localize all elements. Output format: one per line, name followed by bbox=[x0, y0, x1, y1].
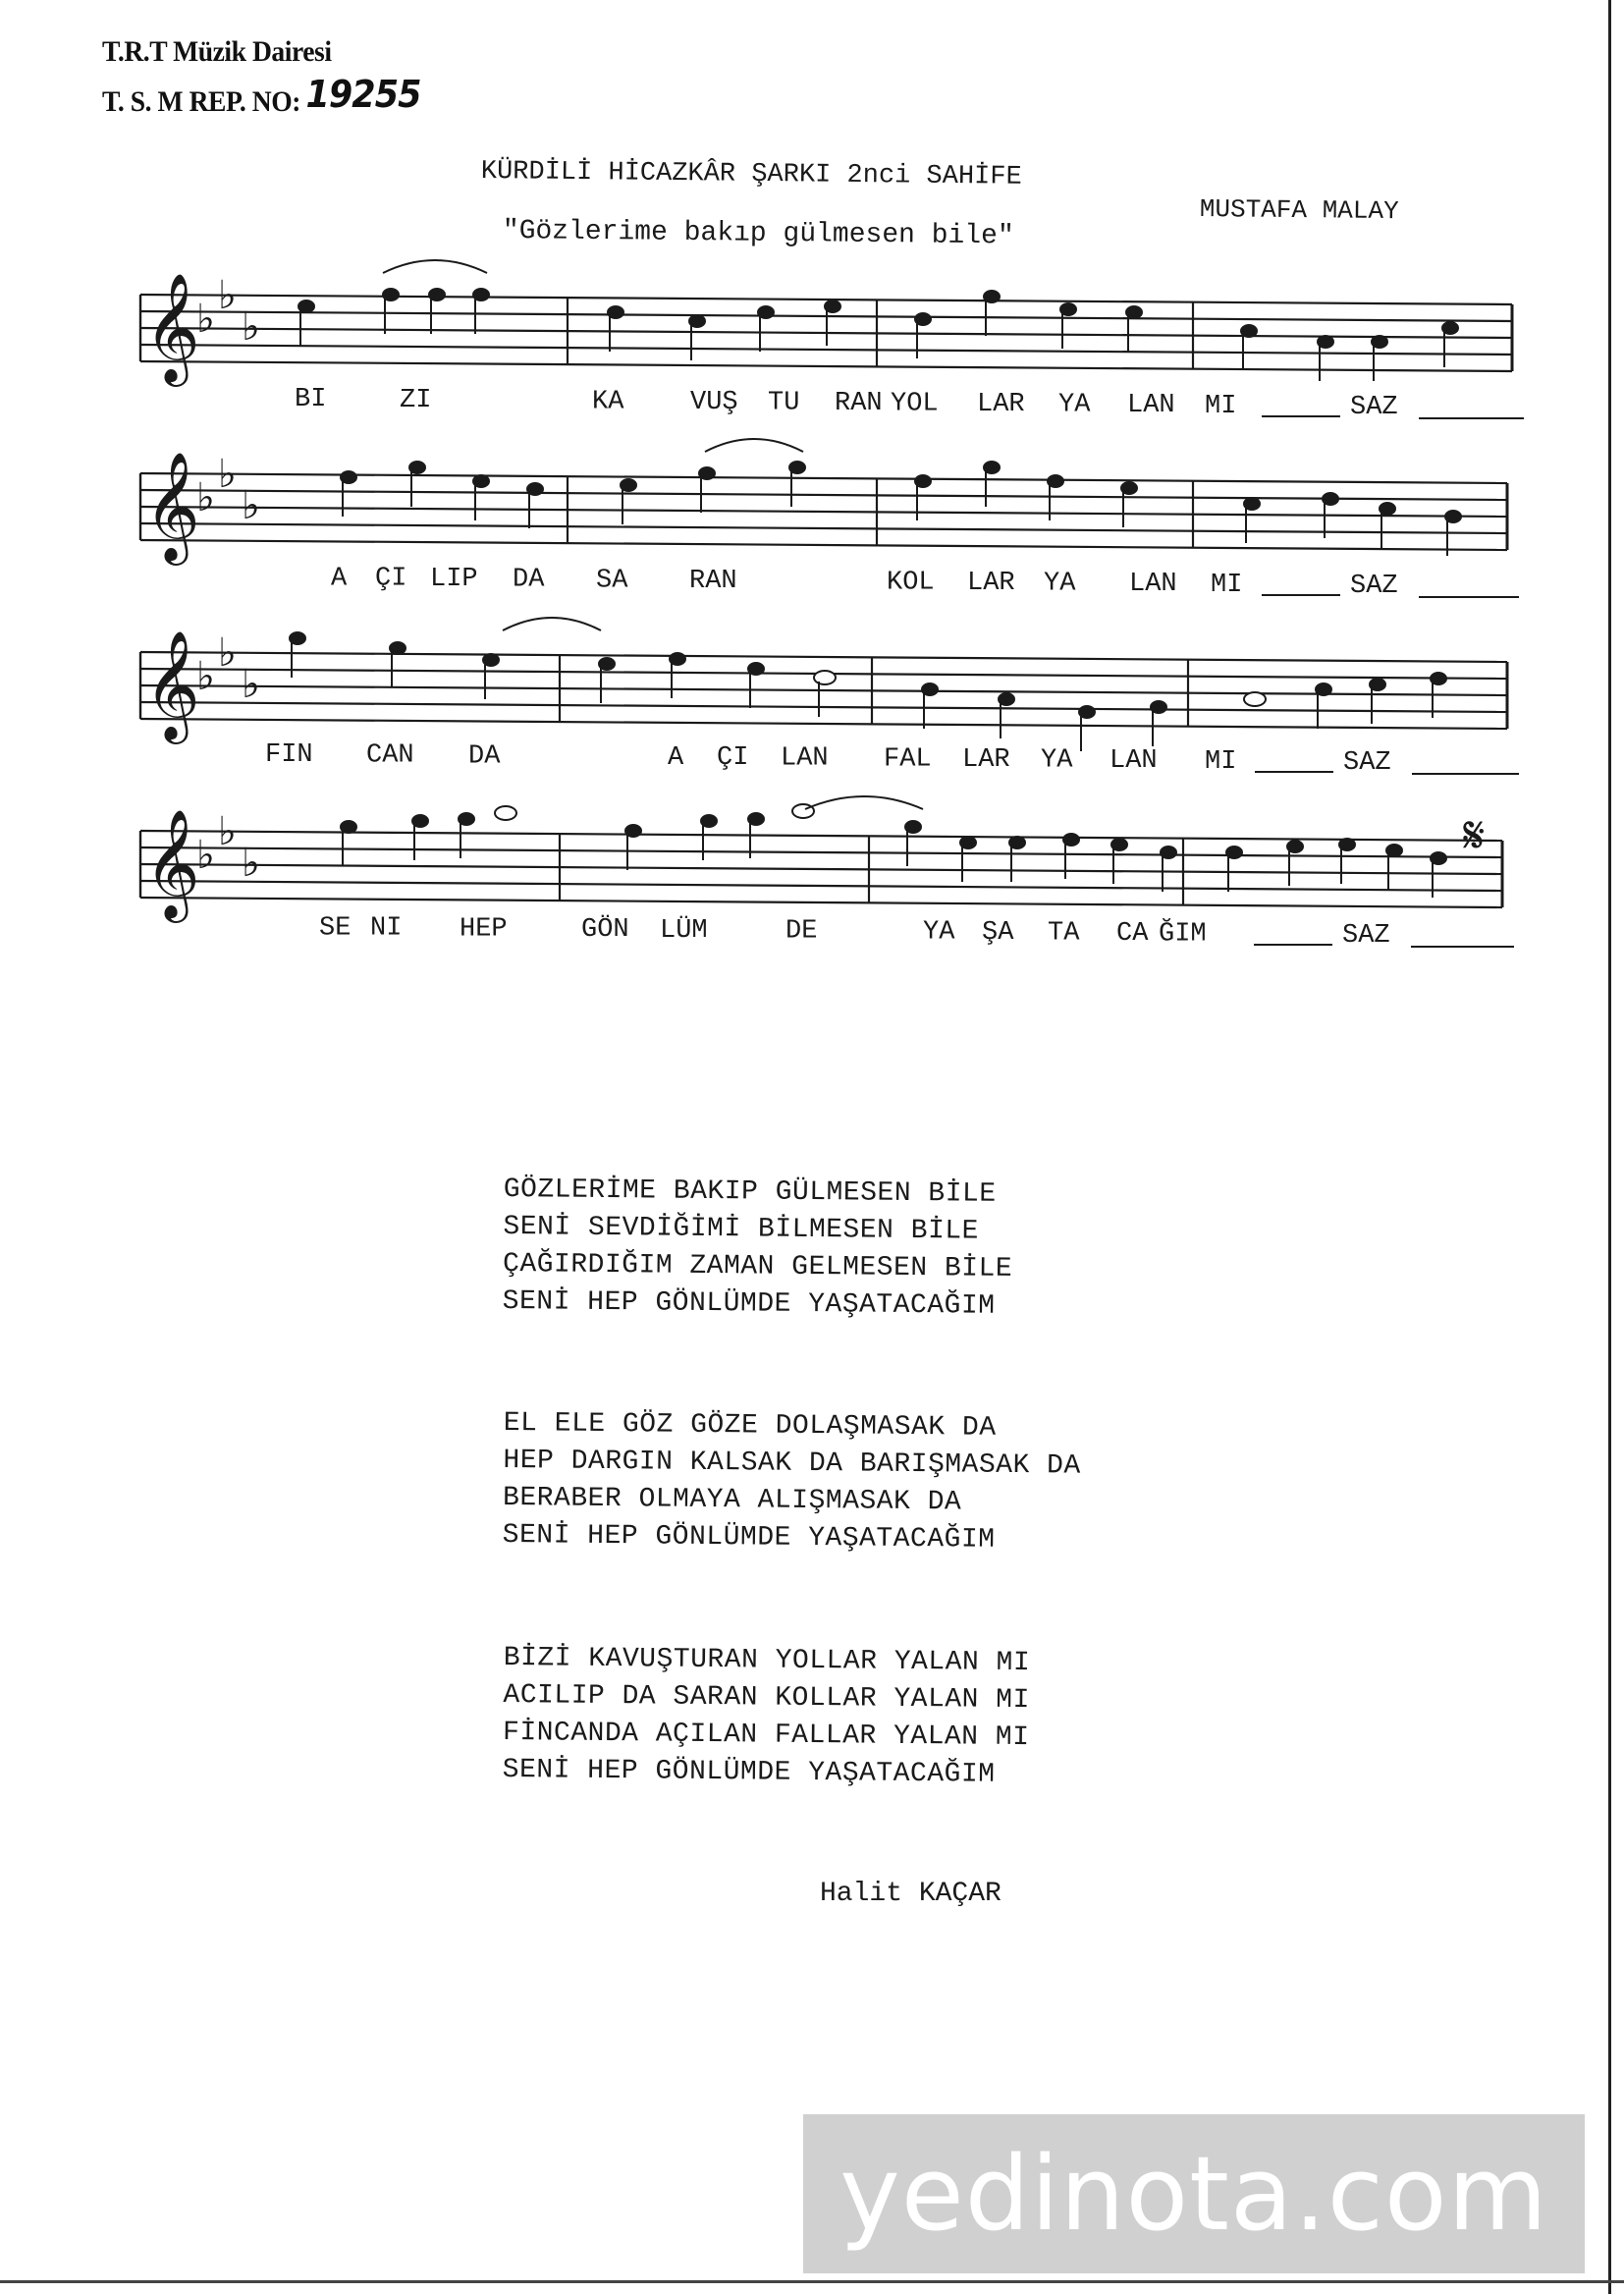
lyric-syllable: SA bbox=[596, 566, 628, 596]
flat-icon: ♭ bbox=[196, 833, 215, 878]
staff-line bbox=[140, 898, 1502, 907]
makam-title: KÜRDİLİ HİCAZKÂR ŞARKI 2nci SAHİFE bbox=[480, 157, 1022, 192]
staff-line bbox=[140, 540, 1507, 550]
lyric-syllable: KOL bbox=[887, 568, 935, 598]
flat-icon: ♭ bbox=[218, 809, 237, 854]
lyric-syllable: LAR bbox=[977, 390, 1025, 420]
lyric-syllable: LAN bbox=[1129, 570, 1177, 600]
flat-icon: ♭ bbox=[196, 654, 215, 699]
lyric-syllable: FAL bbox=[884, 744, 932, 775]
lyric-syllable: YA bbox=[1041, 745, 1073, 776]
lyric-syllable: ZI bbox=[400, 385, 432, 415]
archive-name: T.R.T Müzik Dairesi bbox=[102, 35, 332, 68]
lyric-syllable: LIP bbox=[430, 565, 478, 595]
tie-curve bbox=[383, 260, 487, 273]
lyric-line: SENİ HEP GÖNLÜMDE YAŞATACAĞIM bbox=[502, 1754, 996, 1790]
staff-line bbox=[140, 864, 1502, 874]
lyric-line: FİNCANDA AÇILAN FALLAR YALAN MI bbox=[502, 1717, 1030, 1754]
lyric-syllable: KA bbox=[592, 387, 624, 417]
lyric-line: ACILIP DA SARAN KOLLAR YALAN MI bbox=[503, 1679, 1030, 1717]
tie-curve bbox=[503, 618, 601, 630]
staff-line bbox=[140, 523, 1507, 533]
staff-line bbox=[140, 719, 1507, 729]
tie-curve bbox=[805, 796, 923, 809]
treble-clef-icon: 𝄞 bbox=[144, 629, 200, 739]
lyric-syllable: DA bbox=[468, 741, 501, 772]
lyric-line: SENİ SEVDİĞİMİ BİLMESEN BİLE bbox=[503, 1211, 980, 1247]
staff-line bbox=[140, 881, 1502, 891]
half-note bbox=[495, 806, 516, 820]
lyric-syllable: CA bbox=[1116, 919, 1149, 950]
lyric-line: EL ELE GÖZ GÖZE DOLAŞMASAK DA bbox=[503, 1407, 997, 1444]
segno-icon: 𝄋 bbox=[1463, 806, 1486, 865]
lyric-syllable: A bbox=[331, 564, 348, 594]
lyric-syllable: SAZ bbox=[1343, 747, 1391, 778]
lyric-syllable: DA bbox=[513, 565, 545, 595]
lyric-syllable: YOL bbox=[891, 389, 939, 419]
lyric-line: HEP DARGIN KALSAK DA BARIŞMASAK DA bbox=[503, 1445, 1081, 1482]
lyric-syllable: YA bbox=[1044, 569, 1076, 599]
treble-clef-icon: 𝄞 bbox=[144, 272, 200, 382]
lyric-syllable: CAN bbox=[366, 740, 414, 771]
rep-label: T. S. M REP. NO: bbox=[102, 85, 300, 118]
flat-icon: ♭ bbox=[196, 475, 215, 520]
composer-name: MUSTAFA MALAY bbox=[1199, 194, 1399, 227]
lyric-syllable: LAR bbox=[962, 745, 1010, 776]
staff-line bbox=[140, 507, 1507, 517]
lyric-syllable: LÜM bbox=[660, 915, 708, 946]
lyric-line: SENİ HEP GÖNLÜMDE YAŞATACAĞIM bbox=[502, 1285, 996, 1322]
staff-line bbox=[140, 361, 1512, 371]
lyric-syllable: RAN bbox=[689, 567, 737, 597]
staff-line bbox=[140, 702, 1507, 712]
lyric-syllable: ÇI bbox=[375, 564, 407, 594]
lyric-line: ÇAĞIRDIĞIM ZAMAN GELMESEN BİLE bbox=[502, 1248, 1013, 1284]
lyric-syllable: BI bbox=[295, 385, 327, 415]
song-title: "Gözlerime bakıp gülmesen bile" bbox=[502, 216, 1014, 252]
lyric-syllable: LAN bbox=[781, 743, 829, 774]
lyric-syllable: LAN bbox=[1127, 391, 1175, 421]
lyric-syllable: ÇI bbox=[717, 743, 749, 774]
lyric-syllable: NI bbox=[370, 913, 403, 944]
staff-line bbox=[140, 490, 1507, 500]
lyric-syllable: LAN bbox=[1110, 746, 1158, 777]
lyric-syllable: MI bbox=[1211, 570, 1243, 600]
flat-icon: ♭ bbox=[196, 297, 215, 342]
flat-icon: ♭ bbox=[242, 304, 260, 350]
scan-edge-line bbox=[1608, 0, 1611, 2294]
music-score bbox=[0, 0, 1624, 1002]
lyric-syllable: SAZ bbox=[1350, 392, 1398, 422]
lyric-syllable: MI bbox=[1205, 391, 1237, 421]
lyric-line: SENİ HEP GÖNLÜMDE YAŞATACAĞIM bbox=[502, 1519, 996, 1556]
flat-icon: ♭ bbox=[242, 662, 260, 707]
lyric-line: BERABER OLMAYA ALIŞMASAK DA bbox=[502, 1482, 962, 1518]
lyric-syllable: VUŞ bbox=[690, 388, 738, 418]
lyric-syllable: ĞIM bbox=[1159, 919, 1207, 950]
scan-edge-line bbox=[0, 2280, 1624, 2283]
flat-icon: ♭ bbox=[242, 841, 260, 886]
lyric-syllable: TA bbox=[1048, 918, 1080, 949]
lyric-syllable: HEP bbox=[460, 914, 508, 945]
flat-icon: ♭ bbox=[218, 630, 237, 676]
lyrics-stanza-3 bbox=[503, 1640, 1031, 1794]
lyrics-stanza-1 bbox=[503, 1172, 1014, 1326]
flat-icon: ♭ bbox=[242, 483, 260, 528]
lyric-syllable: RAN bbox=[835, 389, 883, 419]
lyric-syllable: MI bbox=[1205, 746, 1237, 777]
watermark-banner bbox=[803, 2114, 1585, 2273]
flat-icon: ♭ bbox=[218, 273, 237, 318]
lyric-syllable: A bbox=[668, 742, 684, 773]
lyric-syllable: ŞA bbox=[982, 918, 1014, 949]
lyric-line: BİZİ KAVUŞTURAN YOLLAR YALAN MI bbox=[503, 1642, 1031, 1679]
flat-icon: ♭ bbox=[218, 452, 237, 497]
lyric-syllable: SAZ bbox=[1342, 920, 1390, 951]
lyric-syllable: SAZ bbox=[1350, 571, 1398, 601]
staff-line bbox=[140, 685, 1507, 695]
half-note bbox=[1244, 692, 1266, 706]
staff-line bbox=[140, 345, 1512, 355]
lyricist-name: Halit KAÇAR bbox=[820, 1879, 1001, 1909]
lyric-syllable: LAR bbox=[967, 569, 1015, 599]
half-note bbox=[814, 671, 836, 684]
treble-clef-icon: 𝄞 bbox=[144, 808, 200, 918]
rep-number: 19255 bbox=[305, 73, 421, 116]
lyric-syllable: SE bbox=[319, 913, 352, 944]
lyrics-stanza-2 bbox=[503, 1405, 1082, 1560]
lyric-syllable: YA bbox=[1058, 390, 1091, 420]
staff-line bbox=[140, 652, 1507, 662]
lyric-syllable: YA bbox=[923, 917, 955, 948]
tie-curve bbox=[705, 439, 803, 452]
watermark-text: yedinota.com bbox=[839, 2134, 1548, 2254]
lyric-syllable: GÖN bbox=[581, 915, 629, 946]
lyric-syllable: DE bbox=[785, 916, 818, 947]
lyric-syllable: TU bbox=[768, 388, 800, 418]
treble-clef-icon: 𝄞 bbox=[144, 451, 200, 561]
lyric-line: GÖZLERİME BAKIP GÜLMESEN BİLE bbox=[503, 1174, 997, 1210]
lyric-syllable: FIN bbox=[265, 739, 313, 770]
